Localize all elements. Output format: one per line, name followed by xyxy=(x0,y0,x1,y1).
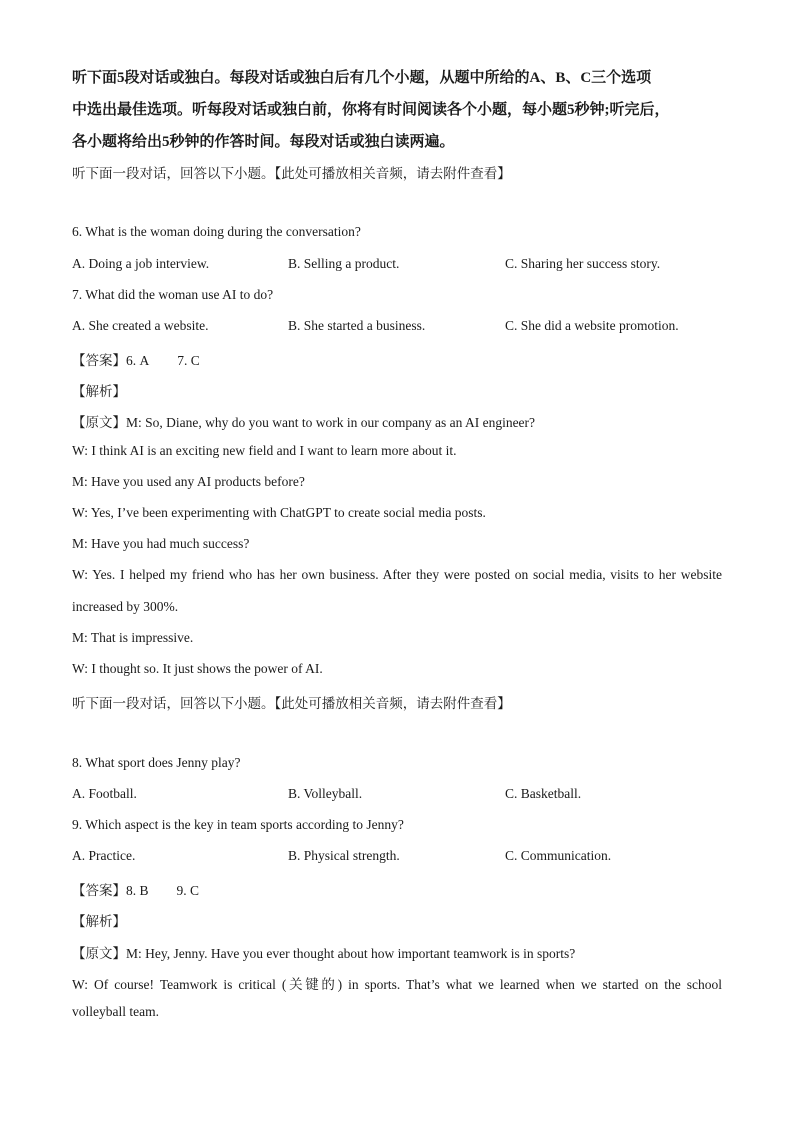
answer-9: 9. C xyxy=(176,883,200,898)
transcript-label: 【原文】 xyxy=(72,415,126,430)
q6-option-c: C. Sharing her success story. xyxy=(505,256,661,271)
transcript-line-2: W: I think AI is an exciting new field and I want to learn more about it. xyxy=(72,443,457,458)
transcript2-line-1: 【原文】M: Hey, Jenny. Have you ever thought about how important teamwork is in sports? xyxy=(72,946,576,961)
answer-label: 【答案】 xyxy=(72,353,126,368)
section-instructions xyxy=(72,62,732,158)
transcript-line-6: W: Yes. I helped my friend who has her own business. After they were posted on social media, visits to her website xyxy=(72,567,722,582)
transcript2-line-3: volleyball team. xyxy=(72,1004,159,1019)
question-9: 9. Which aspect is the key in team sports according to Jenny? xyxy=(72,817,404,832)
answer-8: 8. B xyxy=(126,883,149,898)
instructions-line-2: 中选出最佳选项。听每段对话或独白前，你将有时间阅读各个小题，每小题5秒钟;听完后， xyxy=(72,102,670,118)
q9-option-c: C. Communication. xyxy=(505,848,612,863)
q7-option-b: B. She started a business. xyxy=(288,318,426,333)
q8-option-c: C. Basketball. xyxy=(505,786,582,801)
question-6: 6. What is the woman doing during the conversation? xyxy=(72,224,361,239)
q9-option-b: B. Physical strength. xyxy=(288,848,400,863)
transcript-line-4: W: Yes, I’ve been experimenting with ChatGPT to create social media posts. xyxy=(72,505,486,520)
instructions-line-3: 各小题将给出5秒钟的作答时间。每段对话或独白读两遍。 xyxy=(72,134,455,150)
q9-option-a: A. Practice. xyxy=(72,848,136,863)
q7-option-c: C. She did a website promotion. xyxy=(505,318,679,333)
transcript-line-8: M: That is impressive. xyxy=(72,630,194,645)
transcript-line-9: W: I thought so. It just shows the power of AI. xyxy=(72,661,323,676)
answer-7: 7. C xyxy=(177,353,200,368)
q6-option-b: B. Selling a product. xyxy=(288,256,400,271)
transcript-line-3: M: Have you used any AI products before? xyxy=(72,474,305,489)
answer-label: 【答案】 xyxy=(72,883,126,898)
answer-6: 6. A xyxy=(126,353,150,368)
analysis-label-1: 【解析】 xyxy=(72,384,126,399)
analysis-label-2: 【解析】 xyxy=(72,914,126,929)
answer-line-2 xyxy=(72,879,199,899)
question-8: 8. What sport does Jenny play? xyxy=(72,755,241,770)
transcript-line-7: increased by 300%. xyxy=(72,599,179,614)
q6-option-a: A. Doing a job interview. xyxy=(72,256,210,271)
q8-option-a: A. Football. xyxy=(72,786,137,801)
transcript-label: 【原文】 xyxy=(72,946,126,961)
q8-option-b: B. Volleyball. xyxy=(288,786,363,801)
transcript2-line-2: W: Of course! Teamwork is critical (关键的) in sports. That’s what we learned when we started on the school xyxy=(72,977,722,992)
transcript-line-5: M: Have you had much success? xyxy=(72,536,250,551)
listening-instruction-2: 听下面一段对话，回答以下小题。【此处可播放相关音频，请去附件查看】 xyxy=(72,696,511,711)
question-7: 7. What did the woman use AI to do? xyxy=(72,287,274,302)
answer-line-1 xyxy=(72,349,200,369)
q7-option-a: A. She created a website. xyxy=(72,318,209,333)
instructions-line-1: 听下面5段对话或独白。每段对话或独白后有几个小题，从题中所给的A、B、C三个选项 xyxy=(72,70,652,86)
listening-instruction-1: 听下面一段对话，回答以下小题。【此处可播放相关音频，请去附件查看】 xyxy=(72,166,511,181)
transcript-line-1: 【原文】M: So, Diane, why do you want to work in our company as an AI engineer? xyxy=(72,415,536,430)
